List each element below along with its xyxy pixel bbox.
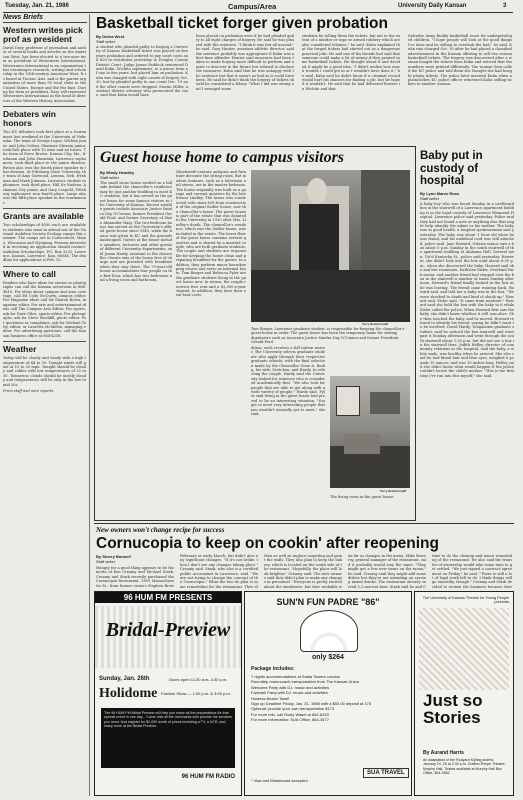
news-briefs-column xyxy=(3,14,90,796)
photo-tom-borger xyxy=(251,170,410,322)
ad-sun-package-label: Package includes: xyxy=(251,666,295,672)
main-column-3: students by selling them the tickets, but not to the extent of a murder or rape or armed robbery which are also considered felonies," he said. Kuhn explained that the forged tickets had started out as a dangerous practical joke. He and one of his friends had said that someone could make a lot of money if they printed some basketball tickets. He thought about it and decided it might be a good idea. "I didn't realize how much trouble I could get in or I wouldn't have done it," he said. Kuhn said he didn't know if a criminal record would hurt his chances for finding a job, but he hoped it wouldn't. He said that he had delivered flowers in Wichita and that xyxy=(302,34,400,91)
cornucopia-headline: Cornucopia to keep on cookin' after reopening xyxy=(96,535,439,552)
cornucopia-column-5: time to do the cleanup and minor remodeling of the restaurant. He also said the transfer of ownership would take some time to get settled. "We just signed a contract agreement on Friday," he said. "There is still a lot of legal work left to do. I think things will go smoothly, though." Creamy and Stark decided to reopen the business because they xyxy=(432,554,512,588)
brief-headline: Grants are available xyxy=(3,211,84,222)
guest-house-column-2: Nineteenth-century antiques and furniture decorate the sitting room. But modern features, such as a television and stereo, are in the master bedroom. The house originally was built as a garage and servant quarters by the late Ernest Lindley. The house was constructed with stone left from construction of the original Sudler house, now the chancellor's home. The guest house is part of the estate that was donated to the University in 1930 after Mrs. Lindley's death. The chancellor's residence, which was the Sudler house, was included in the estate. The lower floor of the guest house contains servant quarters and is shared by a married couple, who are both graduate students. The couple and students are responsible for keeping the house clean and preparing breakfast for the guests. In addition, they perform minor housekeeping chores and serve as informal hosts. Tom Borger and Rebecca Fyler are the graduate students living in the guest house now. In return, the couple receives free rent and a $2,000-a-year stipend. In addition, they have their own food costs. xyxy=(176,170,246,298)
list-item: Welcome Party with DJ, music and activities xyxy=(251,684,330,690)
ad-sun-logo: SUA TRAVEL xyxy=(363,768,409,778)
photo-caption: The living room in the guest house. xyxy=(330,495,395,499)
ad-sun-price: only $264 xyxy=(312,654,344,661)
ad-bridal-when: Sunday, Jan. 26th xyxy=(99,676,150,682)
header-page-number: 3 xyxy=(503,3,507,9)
ad-stories-author: By Aurand Harris xyxy=(423,750,464,756)
list-item: Sign up Deadline Friday, Jan. 31. 1986 with a $50.00 deposit at 175 xyxy=(251,701,372,707)
byline-role: Staff writer xyxy=(96,559,116,564)
cornucopia-column-1: Hungry for a good thing appears to be the motto of Ken Creamy and Michael Stark. Creamy and Stark recently purchased the Cornucopia Restaurant, 1801 Massachusetts St., from former owners Stephen Brow xyxy=(96,566,174,588)
ad-stories-fine-print: An adaptation of the Rudyard Kipling stories. January 24, 25 at 2:30 p.m. Crafton-Preyer Theatre, Murphy Hall. Tickets available at Murphy Hall Box Office, 864-3982. xyxy=(423,758,506,776)
brief-text: Two scholarships of $500 each are available to students who want to attend one of the National Audubon Society Ecology camps this summer. The camps are in Connecticut, Maine, Wisconsin and Wyoming. Persons interested in receiving an application should contact: Audubon Scholarships, P.O. Box 3232, Lawrence, Kansas, Lawrence, Kan. 66046. The deadline for applications is Feb. 15. xyxy=(3,223,86,263)
list-item: Farewell Party with DJ, music and activities xyxy=(251,690,328,696)
ad-bridal-fine-print: The 96 HUM FM Bridal Preview will help you make all the preparations for that special event in one day... Come visit all the merchants who provide the services you need. And register for $2,000 worth of prizes including a TV, a VCR, and many more at the Bridal Preview. xyxy=(101,708,235,768)
news-briefs-label: News Briefs xyxy=(3,14,87,23)
cornucopia-column-4: As far as changes in the menu, Mike Bowersy, general manager of the restaurant, said it probably would stay the same. "They might get a few new items on the menu," he said. Creamy said they might add some dishes but they're not intending on serving mixed drinks. The restaurant already served 3.2 percent beer. Stark said he and C xyxy=(348,554,426,588)
brief-credit: From staff and wire reports xyxy=(3,388,54,393)
header-section: Campus/Area xyxy=(228,2,277,11)
byline-role: Staff writer xyxy=(96,39,116,44)
main-column-2: been placed on probation even if he had pleaded guilty to all eight charges of forgery. He said he was pleased with the sentence. "I think it was fair all around," he said. Gary Hunter, assistant athletic director, said the sentence probably was appropriate if Kuhn was a first-time offender. Hunter said measures had been taken to make forgery more difficult to perform and easier to discover in the future but refused to disclose the measures. Kuhn said that he was unhappy with the sentence but that it wasn't as bad as it could have been. He said he didn't think the forgery of tickets should be considered a felony. "What I did was wrong and I wronged some xyxy=(196,34,294,91)
page-header xyxy=(3,2,513,13)
byline-name: By Mindy Headley xyxy=(100,170,135,175)
brief-headline: Where to call xyxy=(3,268,56,279)
guest-house-byline xyxy=(100,170,170,180)
ad-bridal-doors: Doors open 11:30 a.m.-4:30 p.m. xyxy=(169,677,228,682)
byline-name: By Lynn Maree Ross xyxy=(420,191,460,196)
ad-stories-title: Just so Stories xyxy=(423,691,483,727)
brief-text: David Dary, professor of journalism and author of several books and articles on the American West, has been elected to a two-year term as president of Westerners International. Westerners International is an organization that encourages research, writing and scholarship in the 19th-century American West. It is based in Tucson, Ariz. and is the parent organization of more than 90 local clubs in the United States, Europe and the Far East. During his term as president, Dary will represent Westerners International as the head of directors of the Western History Association. xyxy=(3,46,86,103)
brief-headline: Debaters win honors xyxy=(3,109,56,129)
byline-role: Staff writer xyxy=(420,196,440,201)
ad-sun-title: SUN'N FUN PADRE "86" xyxy=(276,597,380,607)
list-item: Roundtrip motorcoach transportation from The Kansas Union xyxy=(251,679,359,685)
main-byline xyxy=(96,34,196,44)
ad-bridal-title: Bridal-Preview xyxy=(105,619,231,641)
list-item: For more info. call Rusty Wasel at 862-6315 xyxy=(251,711,329,717)
ad-sun-package-list xyxy=(251,674,405,723)
cornucopia-byline xyxy=(96,554,176,564)
main-headline: Basketball ticket forger given probation xyxy=(96,15,388,32)
list-item: 7 nights accommodations at Saida Towers condos xyxy=(251,674,340,679)
ad-sun-footer: * Visa and Mastercard accepted xyxy=(251,778,308,783)
cornucopia-column-2: February or early March, but didn't give any significant changes. "If it's not broke, then I don't see any changes taking place," Creamy said. Stark, who also is a certified public accountant in Lawrence, said, "We are not trying to change the concept of the Cornucopia." What the two do plan is some remodeling for the restaurant. They pl xyxy=(180,554,258,588)
photo-living-room xyxy=(330,376,410,488)
photo-credit: Terry Belsher/staff xyxy=(362,322,389,326)
ad-bridal-venue: Holidome xyxy=(99,686,158,701)
baby-headline: Baby put in custody of hospital xyxy=(420,150,483,187)
ad-bridal-preview xyxy=(94,591,242,796)
photo-caption: Tom Borger, Lawrence graduate student, is responsible for keeping the chancellor's guest house in order. The guest house has been the temporary home for visiting dignitaries such as Associate Justice Sandra Day O'Connor and former President Gerald Ford. xyxy=(251,327,405,345)
cornucopia-kicker: New owners won't change recipe for success xyxy=(96,526,225,534)
ad-bridal-top: 96 HUM FM PRESENTS xyxy=(95,592,241,603)
guest-house-column-1: The small stone house nestled on a hillside behind the chancellor's residence may be just another building to most KU students, but it has served as the guest house for some famous visitors to the University of Kansas. Recent notable guests include Associate Justice Sandra Day O'Connor, former President Gerald Ford, and former Secretary of State Alexander Haig. The two-bedroom house has served as the University's official guest house since 1945, when the house was given to KU and the grounds landscaped. Guests at the house include speakers, lecturers and other guests of different University departments, said Joann Hardy, assistant to the chancellor. Guests stay at the house free of charge and are provided with breakfast when they stay there. The 70-year-old house accommodates four people on the first floor, which has two bedrooms and a living room and bathroom. xyxy=(100,181,172,282)
guest-house-column-3: dition, each receives a full tuition waiver. The University selects graduate students who apply through their respective graduate schools, with the final selection made by the Chancellor Gene A. Budig, his wife, Gretchen, and Hardy. In selecting the couple, Hardy said the University looked for someone who is considered academically first. "We also look for people that are able to get along with a wide variety of people," Hardy said. Fyler said living in the guest house had proved to be an interesting situation. "You get to meet very interesting people that you wouldn't normally get to meet," she said. xyxy=(251,346,325,417)
ad-sun-fun-padre xyxy=(244,591,412,796)
baby-story-text: A baby boy who was found Sunday in a cardboard box in the stairwell of a Lawrence apartment building is in the legal custody of Lawrence Memorial Hospital, Lawrence police said yesterday. Police said they had not found a note or anything else that might help identify the infant or his mother. The baby was in good health, a hospital spokeswoman said yesterday. The baby was about 1 hour old when he was found, and his umbilical cord was still attached, police said. Jane Howard, Ottawa senior, saw a box about 5 p.m. Sunday in the south stairwell of the apartment building at Alabama Hall. Several men, 1000 Kentucky St., police said yesterday. However, she didn't look into the box until about 6:30 p.m., when she discovered the baby. Howard said she and her roommate, Kathleen Eisler, Overland Park senior, and another friend had stepped over the box in the stairwell a number of times Sunday afternoon. Howard's friend finally looked in the box as he was leaving. The friend came running back, Howard said, and told her a baby was in the box. "We were shocked to death and kind of shook up," Howard said. Eisler said, "It came from nowhere." Howard said she held the box with the baby in it while Eisler called the police. When Howard first saw the baby, she didn't know whether it still was alive. She then touched the baby, and he moved. Howard refused to identify his friend, saying he didn't want to be involved. David Hardy, Tonganoxie graduate student, said he noticed the box stairwell and went past it Sunday afternoon and went through the south stairwell about 1:30 p.m. but did not see a box in the stairwell then. Judith Hefley, director of community relations at the hospital, said the baby, a white male, was healthy when he arrived. She also said he had blond hair and blue eyes, weighed 6 pounds 10 ounces, and was 19 inches long. Hefley said she didn't know what would happen if the police couldn't locate the child's mother. "This is the first time I've run into this myself," she said. xyxy=(420,202,514,378)
byline-name: By Debra West xyxy=(96,34,125,39)
brief-text: Readers who have ideas for stories or photographs can call the Kansan newsroom at 864-4810. For ideas about campus and area coverage, call Ed Cody McCurry, campus editor. For Magazine ideas call Sir Sharon Bolen, magazine editor. For arts and entertainment ideas call Tim Campus Arts Editor. For sports, ask for Dave Giles, sports editor. For photographs, ask for Steve Wooldill, photo editor. For questions or complaints, ask for Michael Tetty, editor, or Lauretta McMillen, managing editor. For advertising questions, call the Kansan business office at 864-4358. xyxy=(3,280,86,338)
ad-just-so-stories xyxy=(414,591,514,796)
header-date: Tuesday, Jan. 21, 1986 xyxy=(5,3,69,9)
brief-text: Two KU debaters took first place at a tournament last weekend at the University of Nebraska. The team of George Lopez, Wichita junior, and John Cofran, Shawnee Mission junior, took first place with 10 wins and no losses. The team of Steve Brown, Kansas City, Mo., freshman and John Stanziola, Lawrence sophomore, took third place in the junior division. Brown also won the fourth place speaker in that division. At Pittsburg State University, the team of Amy Garwood, Lenexa, Neb. freshman and Mark Johnson, Lawrence student sophomore, took third place. Hill Ne Nadeau, Arkansas City junior, and Gary Leopold, Pittsburg sophomore won fourth place. Large also was the fifth-place speaker in the tournament. xyxy=(3,130,86,205)
ad-bridal-footer: 96 HUM FM RADIO xyxy=(181,774,235,780)
cornucopia-column-3: then as well as replace carpeting and paint the walls. They also plan to keep the bakery, which is located on the south side of the restaurant. "Hopefully, the place will look brighter," Creamy said. The new owners said they didn't plan to make any changes in personnel. "Everyone is pretty excited about the employees, but they probably w xyxy=(264,554,342,588)
byline-name: By Sherry Bonnell xyxy=(96,554,131,559)
header-paper: University Daily Kansan xyxy=(398,3,467,9)
list-item: Hostess Beach Towel xyxy=(251,695,290,701)
list-item: For more information: SUA Office, 864-3477 xyxy=(251,717,329,723)
brief-text: Today will be cloudy and windy with a high temperature of 44 to 50. Tonight winds will gust at 10 to 20 mph. Tonight should be cloudy and colder with low temperatures of 25 to 30. Tomorrow, clouds should be mostly cloudy and temperatures will be only in the low to mid 30s. xyxy=(3,356,86,387)
main-column-1: A student who pleaded guilty to forging a University of Kansas basketball ticket was placed on five years probation and ordered to pay court costs and $20 in restitution yesterday in Douglas County District Court. Judge James Paddock sentenced David Kuhn, Wichita sophomore, to a prison term of one to five years, but placed him on probation. Kuhn was charged with eight counts of forgery Oct. 30, but he pleaded guilty to one count Dec. 19 and the other counts were dropped. Martin Miller, assistant district attorney who prosecuted the case, said that Kuhn would have xyxy=(96,45,188,98)
byline-role: Staff writer xyxy=(100,175,120,180)
brief-headline: Weather xyxy=(3,344,37,355)
brief-headline: Western writes pick prof as president xyxy=(3,25,83,44)
photo-credit: Terry Belsher/staff xyxy=(380,489,407,493)
ad-stories-top: The University of Kansas Theatre for Young People presents xyxy=(422,596,509,605)
ad-bridal-show: Fashion Show — 1:00 p.m. & 3:00 p.m. xyxy=(161,691,231,696)
guest-house-headline: Guest house home to campus visitors xyxy=(100,149,345,166)
main-column-4: Salvador Army Buddy basketball tours for underprivileged children. "I hope people will look at the good things I've done and be willing to overlook the bad," he said. Kuhn was charged Oct. 30 after he had placed a classified advertisement in the Kansan offering to sell two season basketball tickets. The forgery was discovered after a woman bought the tickets from Kuhn and noticed that the numbers were printed differently. The woman then called the KU police and told them she thought she had bought phony tickets. The police later arrested Kuhn when a plainclothes KU police officer witnessed Kuhn selling tickets to another woman. xyxy=(408,34,512,87)
baby-byline xyxy=(420,191,514,201)
list-item: Optional: provide your own transportation $173 xyxy=(251,706,335,712)
